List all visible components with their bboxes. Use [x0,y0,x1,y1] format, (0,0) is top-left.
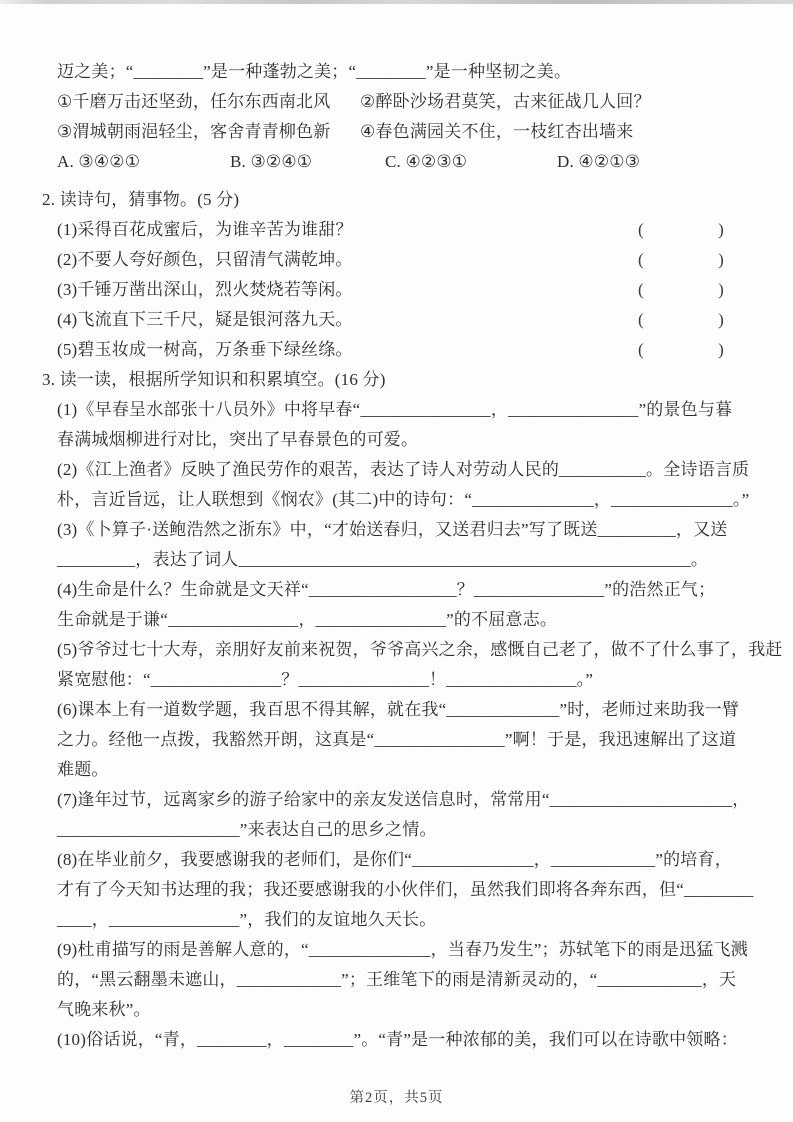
q2-item-3-text: (3)千锤万凿出深山，烈火焚烧若等闲。 [57,280,353,299]
scan-artifact-top-edge [0,0,793,4]
question-3 [42,365,783,1055]
paren-close: ) [718,280,724,299]
q2-item-5-text: (5)碧玉妆成一树高，万条垂下绿丝绦。 [57,340,353,359]
q2-item-1-answer-parens [638,215,724,245]
q3-item-7-line-1: (7)逢年过节，远离家乡的游子给家中的亲友发送信息时，常常用“_____________________， [57,790,750,809]
q2-title: 2. 读诗句，猜事物。(5 分) [42,190,240,209]
q2-item-5-answer-parens [638,335,724,365]
q3-item-3-line-1: (3)《卜算子·送鲍浩然之浙东》中，“才始送春归，又送君归去”写了既送_________，又送 [57,520,728,539]
q3-item-9-line-3: 气晚来秋”。 [57,1000,151,1019]
q2-item-4-text: (4)飞流直下三千尺，疑是银河落九天。 [57,310,353,329]
q2-item-4 [57,305,741,335]
q1-continuation-line: 迈之美；“________”是一种蓬勃之美；“________”是一种坚韧之美。 [57,62,572,81]
q3-item-6-line-2: 之力。经他一点拨，我豁然开朗，这真是“_______________”啊！于是，我迅速解出了这道 [57,730,737,749]
q1-option-2: ②醉卧沙场君莫笑，古来征战几人回？ [360,92,651,111]
q3-item-4-line-1: (4)生命是什么？生命就是文天祥“_________________？_______________”的浩然正气； [57,580,716,599]
q1-choice-b: B. ③②④① [230,152,313,171]
paren-open: ( [638,250,644,269]
q3-item-8-line-1: (8)在毕业前夕，我要感谢我的老师们，是你们“______________，____________”的培育， [57,850,732,869]
q2-item-3-answer-parens [638,275,724,305]
q3-item-9-line-1: (9)杜甫描写的雨是善解人意的，“______________，当春乃发生”；苏轼笔下的雨是迅猛飞溅 [57,940,748,959]
page-footer: 第2页，共5页 [349,1090,444,1106]
q3-item-1-line-2: 春满城烟柳进行对比，突出了早春景色的可爱。 [57,430,419,449]
q2-item-2-answer-parens [638,245,724,275]
q3-item-1-line-1: (1)《早春呈水部张十八员外》中将早春“_______________，_______________”的景色与暮 [57,400,733,419]
paren-close: ) [718,310,724,329]
q1-choices-row [57,147,741,177]
exam-content [42,57,783,1055]
q2-item-5 [57,335,741,365]
q3-item-4-line-2: 生命就是于谦“_______________，_______________”的不屈意志。 [57,610,558,629]
q3-item-2-line-1: (2)《江上渔者》反映了渔民劳作的艰苦，表达了诗人对劳动人民的__________。全诗语言质 [57,460,750,479]
paren-close: ) [718,340,724,359]
paren-close: ) [718,250,724,269]
q1-option-row-2 [57,117,741,147]
q3-item-2-line-2: 朴，言近旨远，让人联想到《悯农》(其二)中的诗句：“______________，______________。” [57,490,750,509]
paren-open: ( [638,310,644,329]
paren-close: ) [718,220,724,239]
q3-item-6-line-3: 难题。 [57,760,109,779]
q3-item-9-line-2: 的，“黑云翻墨未遮山，____________”；王维笔下的雨是清新灵动的，“____________，天 [57,970,737,989]
question-2 [42,185,741,365]
q1-option-row-1 [57,87,741,117]
q2-item-2 [57,245,741,275]
q3-item-7-line-2: _____________________”来表达自己的思乡之情。 [57,820,437,839]
q2-item-1 [57,215,741,245]
paren-open: ( [638,220,644,239]
q3-item-5-line-2: 紧宽慰他：“_______________？_______________！_______________。” [57,670,594,689]
q1-choice-c: C. ④②③① [385,152,468,171]
q2-item-3 [57,275,741,305]
paren-open: ( [638,280,644,299]
q3-item-8-line-2: 才有了今天知书达理的我；我还要感谢我的小伙伴们，虽然我们即将各奔东西，但“________ [57,880,754,899]
q3-item-8-line-3: ____，_______________”，我们的友谊地久天长。 [57,910,437,929]
q3-title: 3. 读一读，根据所学知识和积累填空。(16 分) [42,370,386,389]
q3-item-3-line-2: _________，表达了词人____________________________________________________。 [57,550,709,569]
paren-open: ( [638,340,644,359]
q1-choice-a: A. ③④②① [57,152,141,171]
q1-option-4: ④春色满园关不住，一枝红杏出墙来 [360,122,634,141]
q1-option-3: ③渭城朝雨浥轻尘，客舍青青柳色新 [57,122,331,141]
q2-item-1-text: (1)采得百花成蜜后，为谁辛苦为谁甜？ [57,220,353,239]
q1-choice-d: D. ④②①③ [557,152,641,171]
q3-item-6-line-1: (6)课本上有一道数学题，我百思不得其解，就在我“_____________”时，老师过来助我一臂 [57,700,740,719]
q2-item-4-answer-parens [638,305,724,335]
q1-option-1: ①千磨万击还坚劲，任尔东西南北风 [57,92,331,111]
q2-item-2-text: (2)不要人夸好颜色，只留清气满乾坤。 [57,250,353,269]
q3-item-10-line-1: (10)俗话说，“青，________，________”。“青”是一种浓郁的美，我们可以在诗歌中领略： [57,1030,738,1049]
q3-item-5-line-1: (5)爷爷过七十大寿，亲朋好友前来祝贺，爷爷高兴之余，感慨自己老了，做不了什么事了，我赶 [57,640,783,659]
